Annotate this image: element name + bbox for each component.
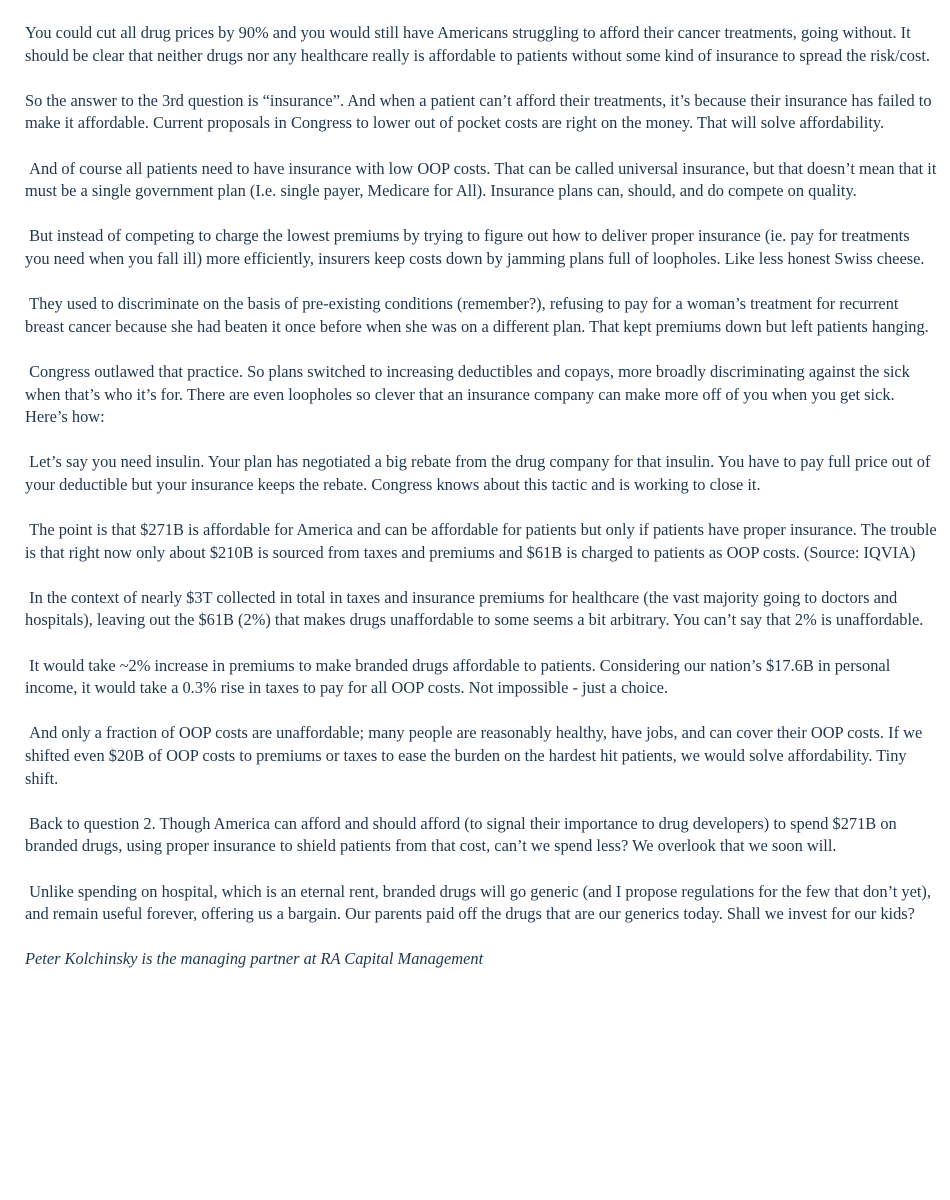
paragraph-6: Congress outlawed that practice. So plans switched to increasing deductibles and copays, more broadly discriminating against the sick when that’s who it’s for. There are even loopholes so clever that an insurance company can make more off of you when you get sick. Here’s how:: [25, 361, 914, 427]
paragraph-3: And of course all patients need to have insurance with low OOP costs. That can be called universal insurance, but that doesn’t mean that it must be a single government plan (I.e. single payer, Medicare for All). Insurance plans can, should, and do compete on quality.: [25, 158, 941, 201]
paragraph-10: It would take ~2% increase in premiums to make branded drugs affordable to patients. Considering our nation’s $17.6B in personal income, it would take a 0.3% rise in taxes to pay for all OOP costs. Not impossible - just a choice.: [25, 655, 895, 698]
paragraph-5: They used to discriminate on the basis of pre-existing conditions (remember?), refusing to pay for a woman’s treatment for recurrent breast cancer because she had beaten it once before when she was on a different plan. That kept premiums down but left patients hanging.: [25, 294, 929, 336]
author-byline: Peter Kolchinsky is the managing partner at RA Capital Management: [25, 949, 484, 969]
paragraph-11: And only a fraction of OOP costs are unaffordable; many people are reasonably healthy, have jobs, and can cover their OOP costs. If we shifted even $20B of OOP costs to premiums or taxes to ease the burden on the hardest hit patients, we would solve affordability. Tiny shift.: [25, 723, 927, 788]
paragraph-12: Back to question 2. Though America can afford and should afford (to signal their importance to drug developers) to spend $271B on branded drugs, using proper insurance to shield patients from that cost, can’t we spend less? We overlook that we soon will.: [25, 813, 901, 856]
paragraph-7: Let’s say you need insulin. Your plan has negotiated a big rebate from the drug company for that insulin. You have to pay full price out of your deductible but your insurance keeps the rebate. Congress knows about this tactic and is working to close it.: [25, 452, 935, 494]
paragraph-8: The point is that $271B is affordable for America and can be affordable for patients but only if patients have proper insurance. The trouble is that right now only about $210B is sourced from taxes and premiums and $61B is charged to patients as OOP costs. (Source: IQVIA): [25, 520, 941, 562]
paragraph-4: But instead of competing to charge the lowest premiums by trying to figure out how to deliver proper insurance (ie. pay for treatments you need when you fall ill) more efficiently, insurers keep costs down by jamming plans full of loopholes. Like less honest Swiss cheese.: [25, 226, 925, 268]
article-body: [25, 22, 941, 994]
paragraph-1: You could cut all drug prices by 90% and you would still have Americans struggling to afford their cancer treatments, going without. It should be clear that neither drugs nor any healthcare really is affordable to patients without some kind of insurance to spread the risk/cost.: [25, 23, 931, 65]
paragraph-9: In the context of nearly $3T collected in total in taxes and insurance premiums for healthcare (the vast majority going to doctors and hospitals), leaving out the $61B (2%) that makes drugs unaffordable to some seems a bit arbitrary. You can’t say that 2% is unaffordable.: [25, 587, 924, 630]
paragraph-13: Unlike spending on hospital, which is an eternal rent, branded drugs will go generic (and I propose regulations for the few that don’t yet), and remain useful forever, offering us a bargain. Our parents paid off the drugs that are our generics today. Shall we invest for our kids?: [25, 881, 936, 924]
paragraph-2: So the answer to the 3rd question is “insurance”. And when a patient can’t afford their treatments, it’s because their insurance has failed to make it affordable. Current proposals in Congress to lower out of pocket costs are right on the money. That will solve affordability.: [25, 90, 936, 133]
